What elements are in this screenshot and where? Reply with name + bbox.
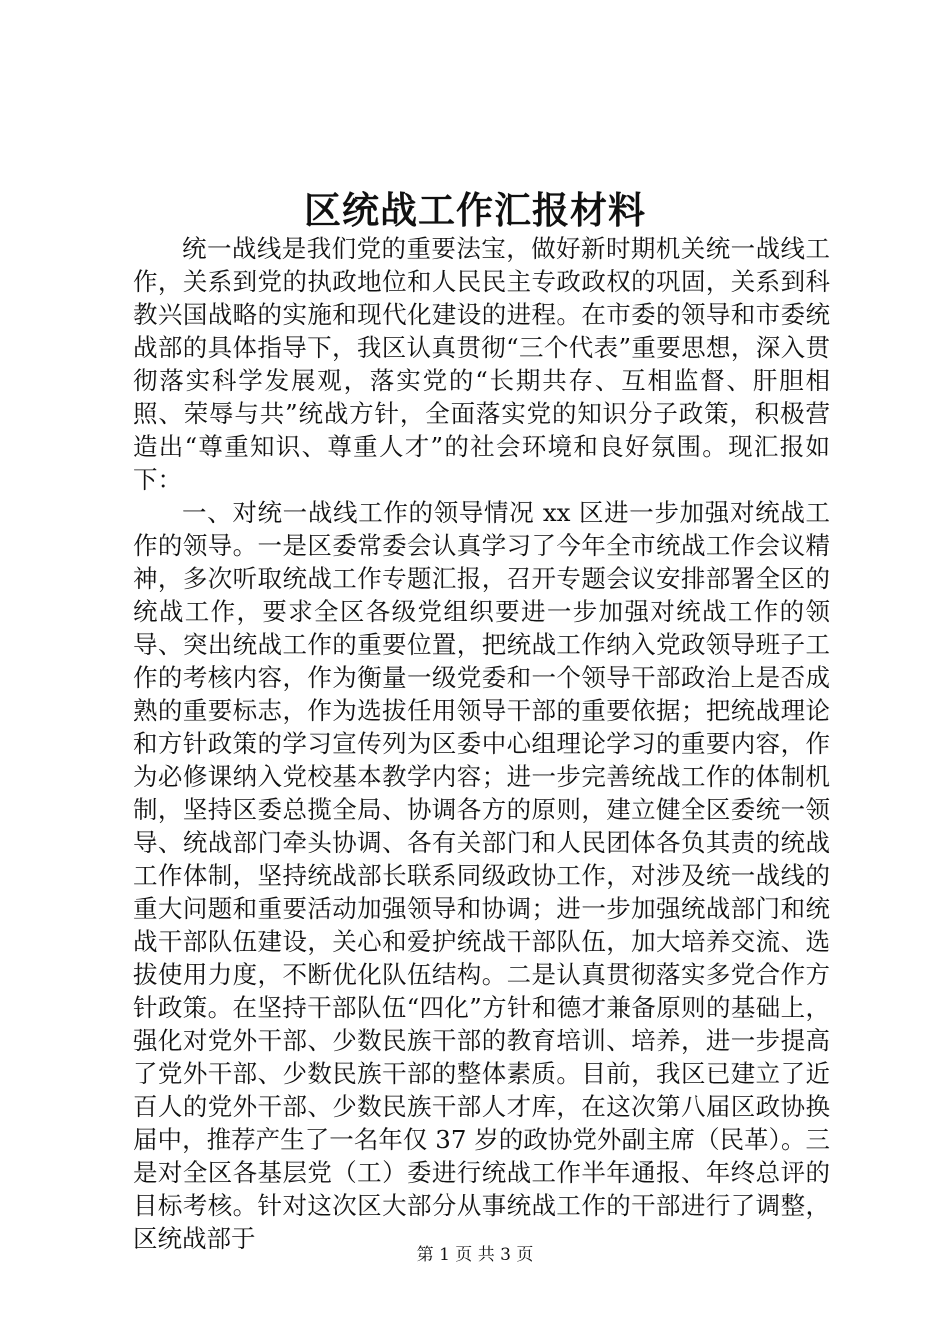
document-body <box>133 232 830 1255</box>
body-paragraph-intro: 统一战线是我们党的重要法宝，做好新时期机关统一战线工作，关系到党的执政地位和人民民主专政政权的巩固，关系到科教兴国战略的实施和现代化建设的进程。在市委的领导和市委统战部的具体指导下，我区认真贯彻“三个代表”重要思想，深入贯彻落实科学发展观，落实党的“长期共存、互相监督、肝胆相照、荣辱与共”统战方针，全面落实党的知识分子政策，积极营造出“尊重知识、尊重人才”的社会环境和良好氛围。现汇报如下： <box>133 234 830 494</box>
body-paragraph-leadership: 一、对统一战线工作的领导情况 xx 区进一步加强对统战工作的领导。一是区委常委会认真学习了今年全市统战工作会议精神，多次听取统战工作专题汇报，召开专题会议安排部署全区的统战工作，要求全区各级党组织要进一步加强对统战工作的领导、突出统战工作的重要位置，把统战工作纳入党政领导班子工作的考核内容，作为衡量一级党委和一个领导干部政治上是否成熟的重要标志，作为选拔任用领导干部的重要依据；把统战理论和方针政策的学习宣传列为区委中心组理论学习的重要内容，作为必修课纳入党校基本教学内容；进一步完善统战工作的体制机制，坚持区委总揽全局、协调各方的原则，建立健全区委统一领导、统战部门牵头协调、各有关部门和人民团体各负其责的统战工作体制，坚持统战部长联系同级政协工作，对涉及统一战线的重大问题和重要活动加强领导和协调；进一步加强统战部门和统战干部队伍建设，关心和爱护统战干部队伍，加大培养交流、选拔使用力度，不断优化队伍结构。二是认真贯彻落实多党合作方针政策。在坚持干部队伍“四化”方针和德才兼备原则的基础上，强化对党外干部、少数民族干部的教育培训、培养，进一步提高了党外干部、少数民族干部的整体素质。目前，我区已建立了近百人的党外干部、少数民族干部人才库，在这次第八届区政协换届中，推荐产生了一名年仅 37 岁的政协党外副主席（民革）。三是对全区各基层党（工）委进行统战工作半年通报、年终总评的目标考核。针对这次区大部分从事统战工作的干部进行了调整，区统战部于 <box>133 498 830 1253</box>
document-title: 区统战工作汇报材料 <box>304 188 646 232</box>
page-number-footer: 第 1 页 共 3 页 <box>416 1245 534 1265</box>
